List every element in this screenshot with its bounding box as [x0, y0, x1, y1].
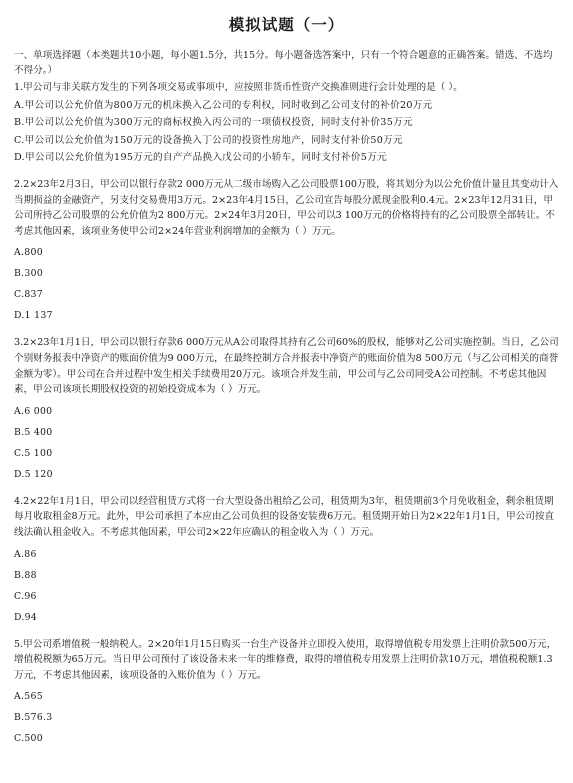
question-3 — [14, 335, 559, 481]
option-a[interactable]: A.6 000 — [14, 405, 53, 417]
option-c[interactable]: C.96 — [14, 590, 37, 602]
option-c[interactable]: C.5 100 — [14, 447, 53, 459]
option-c[interactable]: C.甲公司以公允价值为150万元的设备换入丁公司的投资性房地产，同时支付补价50万元 — [14, 134, 403, 146]
option-b[interactable]: B.88 — [14, 569, 37, 581]
page-title: 模拟试题（一） — [228, 16, 345, 34]
option-b[interactable]: B.576.3 — [14, 712, 53, 724]
option-c[interactable]: C.500 — [14, 733, 43, 745]
question-4 — [14, 494, 559, 625]
option-c[interactable]: C.837 — [14, 289, 43, 301]
option-b[interactable]: B.甲公司以公允价值为300万元的商标权换入丙公司的一项债权投资，同时支付补价35万元 — [14, 117, 413, 129]
question-1 — [14, 80, 559, 166]
question-2 — [14, 177, 559, 323]
option-b[interactable]: B.300 — [14, 268, 44, 280]
option-b[interactable]: B.5 400 — [14, 426, 53, 438]
question-stem: 1.甲公司与非关联方发生的下列各项交易或事项中，应按照非货币性资产交换准则进行会计处理的是（ ）。 — [14, 82, 463, 93]
option-a[interactable]: A.86 — [14, 548, 37, 560]
question-stem: 5.甲公司系增值税一般纳税人。2×20年1月15日购买一台生产设备并立即投入使用，取得增值税专用发票上注明价款500万元，增值税税额为65万元。当日甲公司预付了该设备未来一年的维修费，取得的增值税专用发票上注明价款10万元，增值税税额1.3万元，不考虑其他因素，该项设备的入账价值为（ ）万元。 — [14, 638, 557, 681]
question-stem: 3.2×23年1月1日，甲公司以银行存款6 000万元从A公司取得其持有乙公司60%的股权，能够对乙公司实施控制。当日，乙公司个别财务报表中净资产的账面价值为9 000万元，在最终控制方合并报表中净资产的账面价值为8 500万元（与乙公司相关的商誉金额为零）。甲公司在合并过程中发生相关手续费用20万元。该项合并发生前，甲公司与乙公司同受A公司控制。不考虑其他因素，甲公司该项长期股权投资的初始投资成本为（ ）万元。 — [14, 337, 559, 396]
option-a[interactable]: A.甲公司以公允价值为800万元的机床换入乙公司的专利权，同时收到乙公司支付的补价20万元 — [14, 99, 433, 111]
question-5 — [14, 637, 559, 747]
option-d[interactable]: D.1 137 — [14, 310, 53, 322]
question-stem: 4.2×22年1月1日，甲公司以经营租赁方式将一台大型设备出租给乙公司，租赁期为3年，租赁期前3个月免收租金，剩余租赁期每月收取租金8万元。此外，甲公司承担了本应由乙公司负担的设备安装费6万元。租赁期开始日为2×22年1月1日，甲公司按直线法确认租金收入。不考虑其他因素，甲公司2×22年应确认的租金收入为（ ）万元。 — [14, 495, 555, 538]
option-d[interactable]: D.甲公司以公允价值为195万元的自产产品换入戊公司的小轿车，同时支付补价5万元 — [14, 152, 388, 164]
option-d[interactable]: D.94 — [14, 611, 38, 623]
section-instructions: 一、单项选择题（本类题共10小题，每小题1.5分，共15分。每小题备选答案中，只有一个符合题意的正确答案。错选、不选均不得分。） — [14, 50, 553, 76]
option-a[interactable]: A.565 — [14, 691, 43, 703]
question-stem: 2.2×23年2月3日，甲公司以银行存款2 000万元从二级市场购入乙公司股票100万股，将其划分为以公允价值计量且其变动计入当期损益的金融资产，另支付交易费用3万元。2×23年4月15日，乙公司宣告每股分派现金股利0.4元。2×23年12月31日，甲公司所持乙公司股票的公允价值为2 800万元。2×24年3月20日，甲公司以3 100万元的价格将持有的乙公司股票全部转让。不考虑其他因素，该项业务使甲公司2×24年营业利润增加的金额为（ ）万元。 — [14, 178, 559, 237]
option-d[interactable]: D.5 120 — [14, 468, 53, 480]
option-a[interactable]: A.800 — [14, 247, 43, 259]
